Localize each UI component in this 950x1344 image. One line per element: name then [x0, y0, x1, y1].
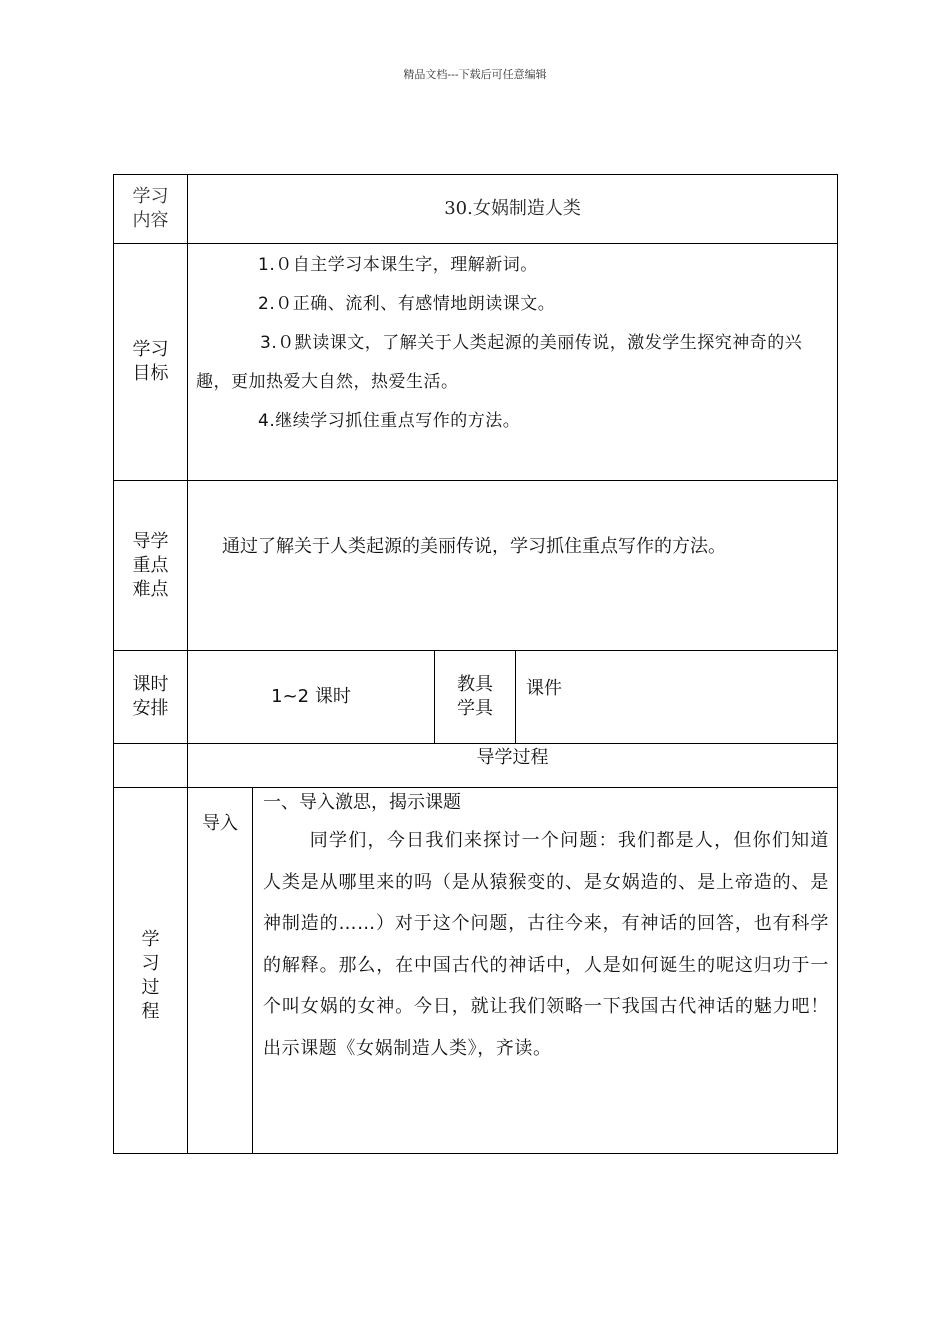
process-header-row [114, 744, 838, 788]
schedule-row [114, 651, 838, 744]
process-header: 导学过程 [188, 744, 838, 788]
lesson-plan-table [113, 174, 838, 1154]
lesson-title: 30.女娲制造人类 [188, 175, 838, 244]
header-note: 精品文档---下载后可任意编辑 [403, 68, 547, 81]
objectives-cell [188, 244, 838, 481]
process-content [253, 788, 838, 1154]
content-label: 学习 内容 [114, 175, 188, 244]
objectives-label: 学习 目标 [114, 244, 188, 481]
intro-paragraph: 同学们，今日我们来探讨一个问题：我们都是人，但你们知道人类是从哪里来的吗（是从猿猴变的、是女娲造的、是上帝造的、是神制造的……）对于这个问题，古往今来，有神话的回答，也有科学的解释。那么，在中国古代的神话中，人是如何诞生的呢这归功于一个叫女娲的女神。今日，就让我们领略一下我国古代神话的魅力吧！出示课题《女娲制造人类》，齐读。 [263, 830, 830, 1059]
hours-value: 1~2 课时 [188, 651, 435, 744]
objectives-row [114, 244, 838, 481]
empty-cell [114, 744, 188, 788]
objective-item: 2.０正确、流利、有感情地朗读课文。 [258, 294, 556, 314]
objective-item: 3.０默读课文，了解关于人类起源的美丽传说，激发学生探究神奇的兴趣，更加热爱大自然，热爱生活。 [196, 333, 803, 392]
difficulty-label: 导学 重点 难点 [114, 481, 188, 651]
difficulty-text: 通过了解关于人类起源的美丽传说，学习抓住重点写作的方法。 [188, 481, 838, 651]
intro-label: 导入 [188, 788, 253, 1154]
process-row [114, 788, 838, 1154]
process-label: 学 习 过 程 [114, 788, 188, 1154]
hours-label: 课时 安排 [114, 651, 188, 744]
section-heading: 一、导入激思，揭示课题 [263, 792, 461, 813]
objective-item: 4.继续学习抓住重点写作的方法。 [258, 411, 521, 431]
difficulty-row [114, 481, 838, 651]
objective-item: 1.０自主学习本课生字，理解新词。 [258, 255, 538, 275]
tools-value: 课件 [516, 651, 838, 744]
content-row [114, 175, 838, 244]
tools-label: 教具 学具 [435, 651, 516, 744]
